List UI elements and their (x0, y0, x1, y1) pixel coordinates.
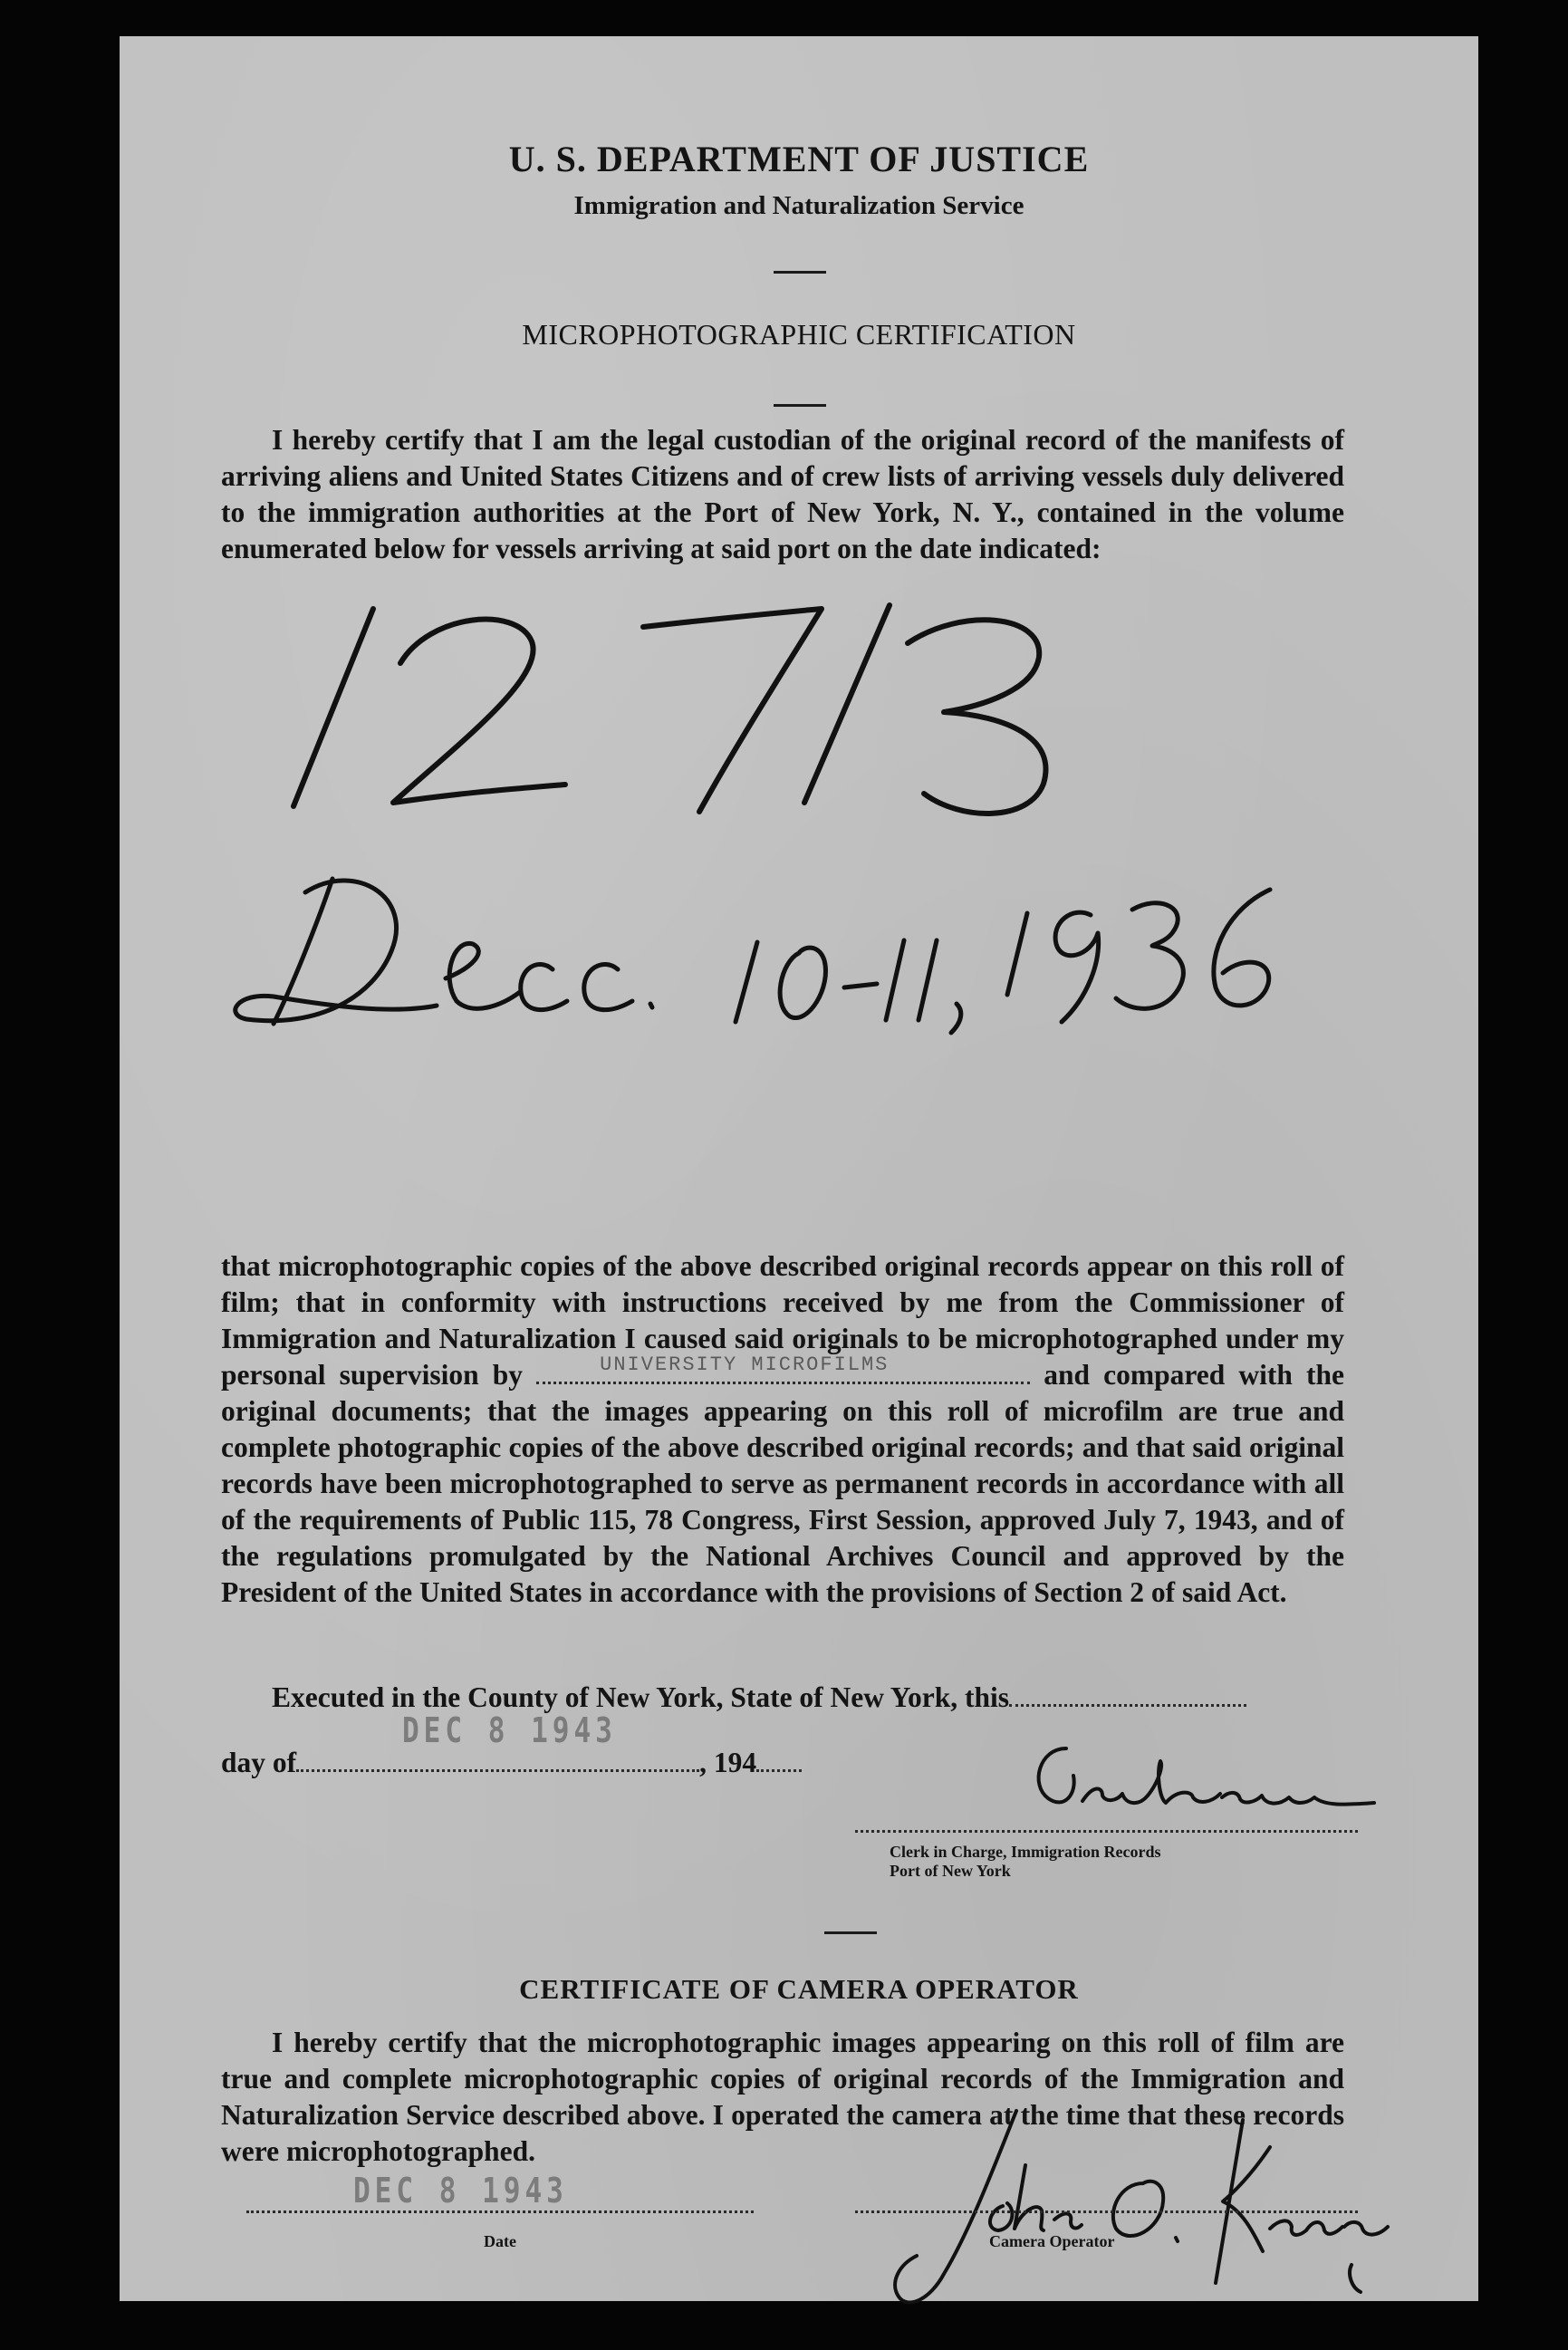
microfilm-company: UNIVERSITY MICROFILMS (600, 1353, 890, 1376)
camera-operator-signature (844, 2084, 1406, 2319)
clerk-title-line1: Clerk in Charge, Immigration Records (890, 1843, 1161, 1861)
body-text (221, 1248, 1344, 1611)
certification-title: MICROPHOTOGRAPHIC CERTIFICATION (522, 318, 1076, 351)
body-paragraph (221, 1248, 1344, 1611)
date-label: Date (484, 2232, 516, 2250)
clerk-title (890, 1843, 1342, 1881)
clerk-title-line2: Port of New York (890, 1862, 1011, 1880)
operator-signature-line (855, 2209, 1358, 2213)
executed-text: Executed in the County of New York, State of New York, this (272, 1681, 1010, 1713)
body-text-part2: and compared with the original documents; that the images appearing on this roll of microfilm are true and complete photographic copies of the above described original records; and that said original records have been microphotographed to serve as permanent records in accordance with all of the requirements of Public 115, 78 Congress, First Session, approved July 7, 1943, and of the regulations promulgated by the National Archives Council and approved by the President of the United States in accordance with the provisions of Section 2 of said Act. (221, 1359, 1344, 1608)
camera-date-stamp: DEC 8 1943 (353, 2171, 568, 2210)
clerk-signature (967, 1730, 1401, 1830)
year-prefix: , 194 (699, 1747, 757, 1778)
intro-text: I hereby certify that I am the legal custodian of the original record of the manifests of arriving aliens and United States Citizens and of crew lists of arriving vessels duly delivered to the immigration authorities at the Port of New York, N. Y., contained in the volume enumerated below for vessels arriving at said port on the date indicated: (221, 424, 1344, 564)
divider (774, 404, 826, 407)
clerk-signature-line (855, 1828, 1358, 1833)
day-of-label: day of (221, 1747, 297, 1778)
camera-operator-text: I hereby certify that the microphotographic images appearing on this roll of film are true and complete microphotographic copies of original records of the Immigration and Naturalization Service described above. I operated the camera at the time that these records were microphotographed. (221, 2027, 1344, 2167)
department-heading: U. S. DEPARTMENT OF JUSTICE (508, 139, 1090, 179)
handwritten-date (219, 843, 1397, 1042)
year-blank (756, 1749, 802, 1772)
camera-operator-title: CERTIFICATE OF CAMERA OPERATOR (519, 1973, 1079, 2005)
body-text-part1: that microphotographic copies of the above described original records appear on this roll of film; that in conformity with instructions received by me from the Commissioner of Immigration and Naturalization I caused said originals to be microphotographed under my personal supervision by (221, 1250, 1344, 1391)
divider (774, 271, 826, 274)
executed-line (221, 1680, 1344, 1716)
executed-blank (1009, 1684, 1246, 1707)
handwritten-volume-number (228, 589, 1315, 833)
certificate-page (120, 36, 1478, 2301)
date-stamp: DEC 8 1943 (402, 1710, 617, 1750)
day-blank (296, 1749, 699, 1772)
day-of-line (221, 1745, 1036, 1781)
camera-operator-label: Camera Operator (989, 2232, 1115, 2250)
supervisor-blank (536, 1353, 1030, 1384)
date-line (246, 2209, 754, 2213)
service-subheading: Immigration and Naturalization Service (573, 191, 1024, 220)
intro-paragraph (221, 422, 1344, 567)
divider (824, 1931, 877, 1934)
